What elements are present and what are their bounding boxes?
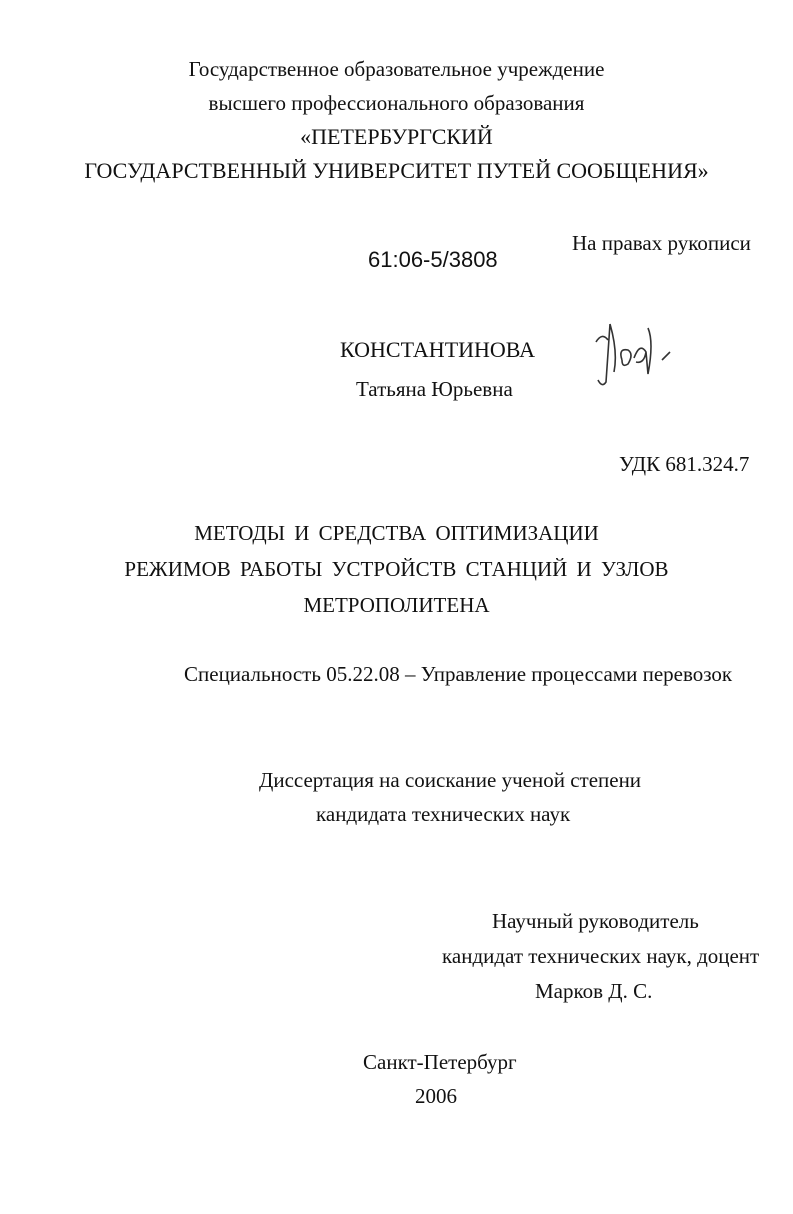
udc-code: УДК 681.324.7 [619, 452, 750, 476]
institution-line-3: «ПЕТЕРБУРГСКИЙ [300, 124, 493, 149]
institution-line-4: ГОСУДАРСТВЕННЫЙ УНИВЕРСИТЕТ ПУТЕЙ СООБЩЕНИЯ» [84, 158, 709, 183]
author-surname: КОНСТАНТИНОВА [340, 337, 535, 362]
institution-line-1: Государственное образовательное учреждение [188, 57, 605, 81]
specialty: Специальность 05.22.08 – Управление процессами перевозок [184, 662, 733, 686]
manuscript-note: На правах рукописи [572, 231, 751, 255]
supervisor-role: Научный руководитель [492, 909, 699, 933]
author-given-names: Татьяна Юрьевна [356, 377, 513, 401]
year: 2006 [415, 1084, 457, 1108]
city: Санкт-Петербург [363, 1050, 517, 1074]
supervisor-name: Марков Д. С. [535, 979, 653, 1003]
supervisor-title: кандидат технических наук, доцент [442, 944, 760, 968]
degree-line-2: кандидата технических наук [316, 802, 571, 826]
catalog-number: 61:06-5/3808 [368, 247, 498, 272]
signature-icon [588, 312, 688, 392]
title-line-3: МЕТРОПОЛИТЕНА [303, 593, 490, 617]
title-line-2: РЕЖИМОВ РАБОТЫ УСТРОЙСТВ СТАНЦИЙ И УЗЛОВ [124, 557, 669, 581]
institution-line-2: высшего профессионального образования [208, 91, 585, 115]
title-line-1: МЕТОДЫ И СРЕДСТВА ОПТИМИЗАЦИИ [194, 521, 599, 545]
degree-line-1: Диссертация на соискание ученой степени [259, 768, 642, 792]
